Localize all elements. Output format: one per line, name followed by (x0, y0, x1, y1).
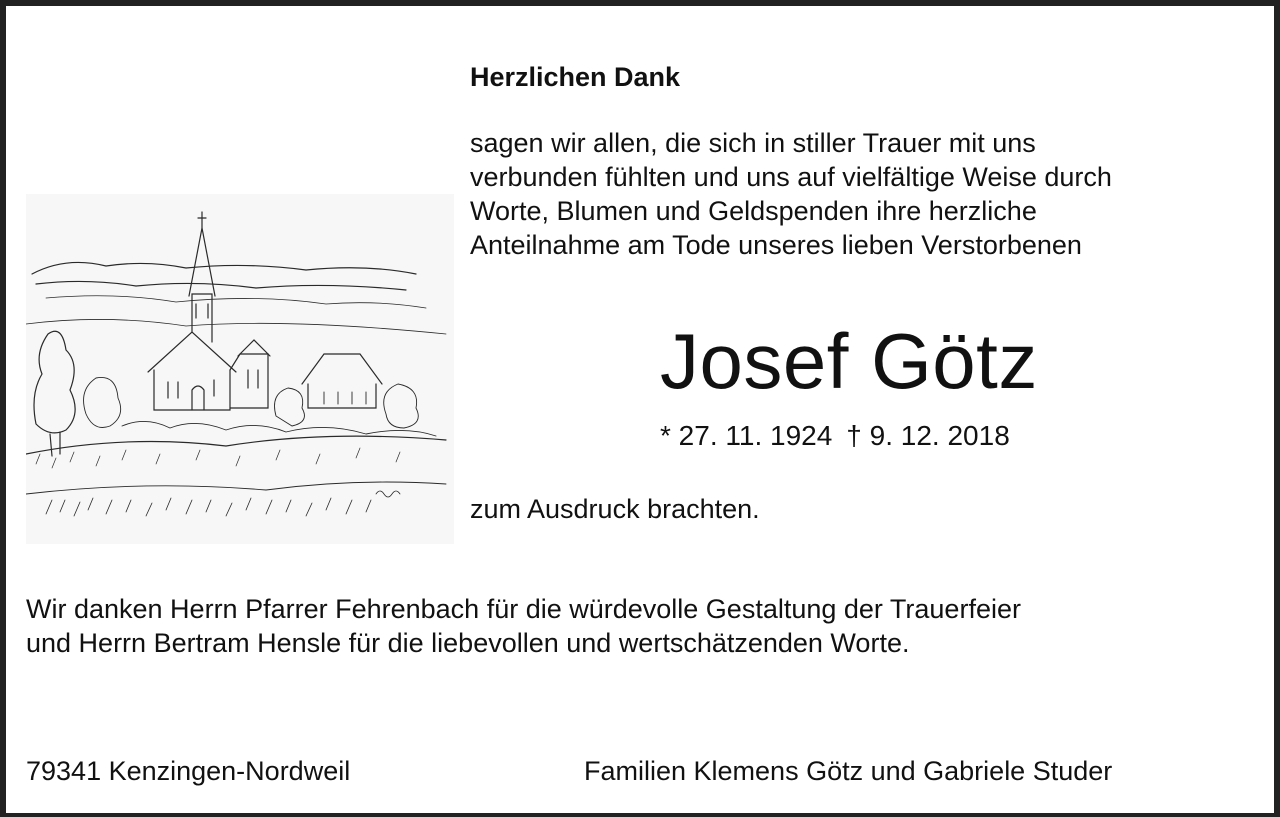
acknowledgement-line: Wir danken Herrn Pfarrer Fehrenbach für die würdevolle Gestaltung der Trauerfeier (26, 594, 1021, 624)
acknowledgement-paragraph (26, 592, 1021, 660)
birth-date: * 27. 11. 1924 (660, 420, 833, 451)
life-dates (660, 420, 1024, 452)
intro-paragraph (470, 126, 1112, 262)
intro-line: verbunden fühlten und uns auf vielfältige Weise durch (470, 162, 1112, 192)
thanks-heading: Herzlichen Dank (470, 62, 681, 92)
acknowledgement-line: und Herrn Bertram Hensle für die liebevollen und wertschätzenden Worte. (26, 628, 910, 658)
place-line: 79341 Kenzingen-Nordweil (26, 756, 351, 786)
church-sketch-illustration (26, 194, 454, 544)
family-signature: Familien Klemens Götz und Gabriele Studer (584, 756, 1113, 786)
deceased-name: Josef Götz (660, 317, 1038, 405)
intro-line: sagen wir allen, die sich in stiller Trauer mit uns (470, 128, 1036, 158)
intro-line: Worte, Blumen und Geldspenden ihre herzliche (470, 196, 1037, 226)
intro-line: Anteilnahme am Tode unseres lieben Verstorbenen (470, 230, 1082, 260)
closing-line: zum Ausdruck brachten. (470, 494, 760, 524)
death-date: † 9. 12. 2018 (846, 420, 1010, 451)
